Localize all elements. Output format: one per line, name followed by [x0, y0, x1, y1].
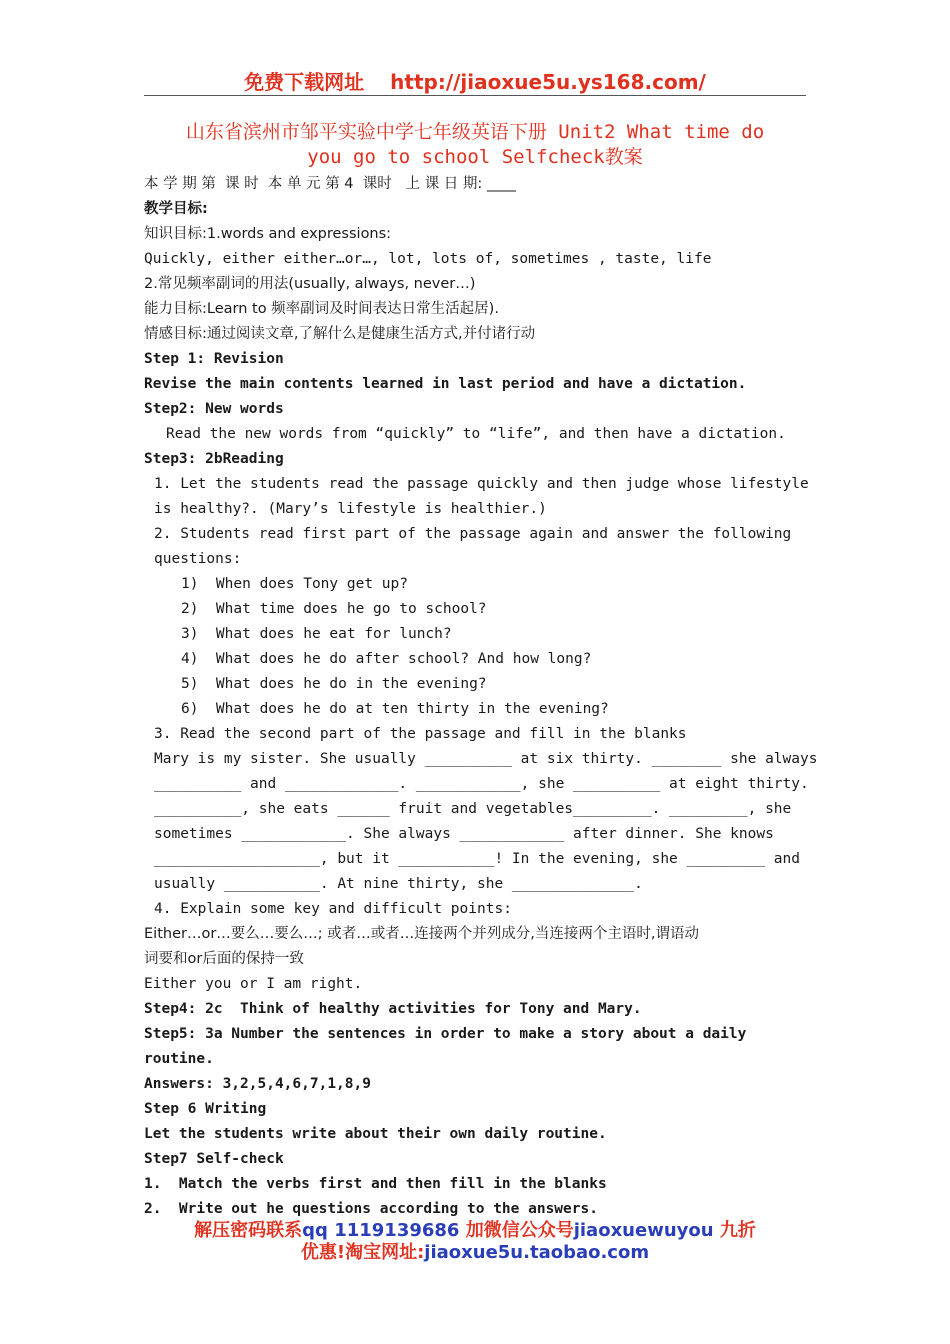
taobao-url[interactable]: jiaoxue5u.taobao.com [424, 1242, 650, 1263]
question-item: 5) What does he do in the evening? [181, 676, 487, 692]
either-or-explanation-cont: 词要和or后面的保持一致 [144, 951, 304, 967]
knowledge-objective: 知识目标:1.words and expressions: [144, 226, 392, 242]
step6-heading: Step 6 Writing [144, 1101, 267, 1117]
step2-heading: Step2: New words [144, 401, 284, 417]
promo-text: 解压密码联系 [194, 1220, 303, 1241]
answers-line: Answers: 3,2,5,4,6,7,1,8,9 [144, 1076, 371, 1092]
qq-number: qq 1119139686 [302, 1220, 460, 1241]
fill-blank-line: __________, she eats ______ fruit and vegetables_________. _________, she [154, 801, 792, 817]
task4-heading: 4. Explain some key and difficult points: [154, 901, 512, 917]
self-check-item: 2. Write out he questions according to the answers. [144, 1201, 598, 1217]
question-item: 6) What does he do at ten thirty in the evening? [181, 701, 609, 717]
task3-heading: 3. Read the second part of the passage and fill in the blanks [154, 726, 687, 742]
step2-text: Read the new words from “quickly” to “life”, and then have a dictation. [166, 426, 786, 442]
question-item: 1) When does Tony get up? [181, 576, 408, 592]
step5-line2: routine. [144, 1051, 214, 1067]
question-item: 2) What time does he go to school? [181, 601, 487, 617]
ability-objective: 能力目标:Learn to 频率副词及时间表达日常生活起居). [144, 301, 499, 317]
step1-heading: Step 1: Revision [144, 351, 284, 367]
vocab-list: Quickly, either either…or…, lot, lots of, sometimes , taste, life [144, 251, 712, 267]
step7-heading: Step7 Self-check [144, 1151, 284, 1167]
header-divider [144, 95, 806, 96]
wechat-account: jiaoxuewuyou [573, 1220, 714, 1241]
fill-blank-line: usually ___________. At nine thirty, she ______________. [154, 876, 643, 892]
step6-text: Let the students write about their own daily routine. [144, 1126, 607, 1142]
emotion-objective: 情感目标:通过阅读文章,了解什么是健康生活方式,并付诸行动 [144, 326, 536, 342]
fill-blank-line: ___________________, but it ___________! In the evening, she _________ and [154, 851, 801, 867]
fill-blank-line: __________ and _____________. ____________, she __________ at eight thirty. [154, 776, 809, 792]
promo-text: 优惠!淘宝网址: [300, 1242, 425, 1263]
step3-heading: Step3: 2bReading [144, 451, 284, 467]
promo-line-2 [0, 1242, 950, 1264]
download-label: 免费下载网址 [244, 70, 365, 94]
either-or-explanation: Either…or…要么…要么…; 或者…或者…连接两个并列成分,当连接两个主语时,谓语动 [144, 926, 699, 942]
task1-line1: 1. Let the students read the passage quickly and then judge whose lifestyle [154, 476, 809, 492]
fill-blank-line: sometimes ____________. She always ____________ after dinner. She knows [154, 826, 774, 842]
title-line-2: you go to school Selfcheck教案 [307, 146, 643, 168]
task2-line1: 2. Students read first part of the passage again and answer the following [154, 526, 792, 542]
step5-line1: Step5: 3a Number the sentences in order to make a story about a daily [144, 1026, 747, 1042]
promo-footer [0, 1220, 950, 1264]
schedule-line: 本 学 期 第 课 时 本 单 元 第 4 课时 上 课 日 期: ____ [144, 176, 516, 192]
example-sentence: Either you or I am right. [144, 976, 363, 992]
download-url[interactable]: http://jiaoxue5u.ys168.com/ [390, 70, 706, 94]
title-line-1: 山东省滨州市邹平实验中学七年级英语下册 Unit2 What time do [185, 121, 765, 143]
promo-text: 加微信公众号 [465, 1220, 574, 1241]
promo-text: 九折 [719, 1220, 756, 1241]
question-item: 4) What does he do after school? And how long? [181, 651, 592, 667]
fill-blank-line: Mary is my sister. She usually __________ at six thirty. ________ she always [154, 751, 818, 767]
question-item: 3) What does he eat for lunch? [181, 626, 452, 642]
step1-text: Revise the main contents learned in last period and have a dictation. [144, 376, 747, 392]
objectives-heading: 教学目标: [144, 201, 208, 217]
task1-line2: is healthy?. (Mary’s lifestyle is healthier.) [154, 501, 547, 517]
page-title [144, 120, 806, 170]
lesson-body [144, 172, 818, 1222]
step4-text: Step4: 2c Think of healthy activities for Tony and Mary. [144, 1001, 642, 1017]
self-check-item: 1. Match the verbs first and then fill in the blanks [144, 1176, 607, 1192]
task2-line2: questions: [154, 551, 242, 567]
adverb-usage: 2.常见频率副词的用法(usually, always, never…) [144, 276, 476, 292]
promo-line-1 [0, 1220, 950, 1242]
download-header [0, 66, 950, 95]
